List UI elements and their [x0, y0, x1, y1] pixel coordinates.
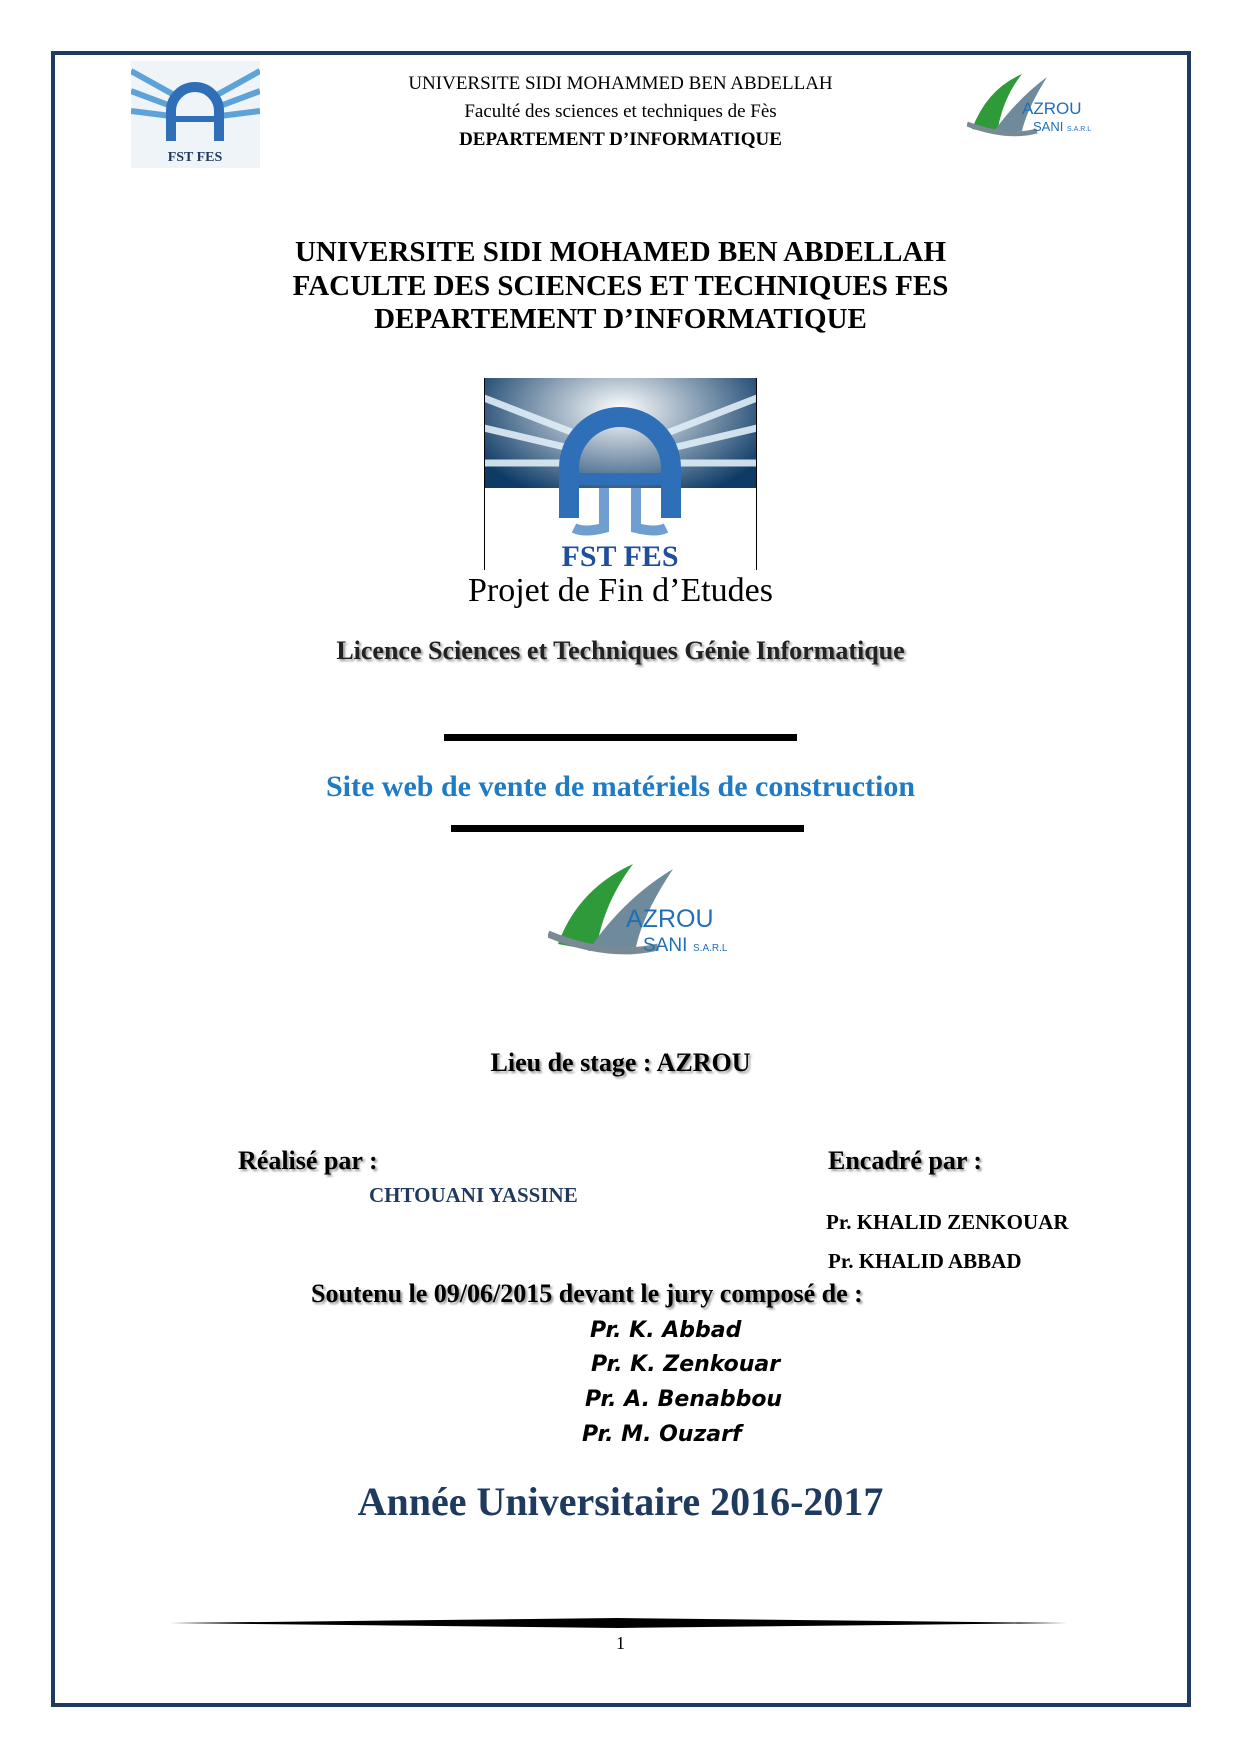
header-university: UNIVERSITE SIDI MOHAMMED BEN ABDELLAH [408, 73, 833, 94]
header-faculty: Faculté des sciences et techniques de Fès [464, 101, 777, 122]
page-number: 1 [616, 1633, 625, 1653]
jury-member: Pr. A. Benabbou [585, 1387, 783, 1412]
fst-fes-main-logo [484, 378, 757, 570]
academic-year: Année Universitaire 2016-2017 [357, 1479, 884, 1524]
jury-member: Pr. K. Abbad [590, 1318, 742, 1343]
title-university: UNIVERSITE SIDI MOHAMED BEN ABDELLAH [294, 236, 946, 268]
svg-text:SANI: SANI [1033, 119, 1064, 134]
title-faculty: FACULTE DES SCIENCES ET TECHNIQUES FES [292, 270, 949, 302]
supervisor-name: Pr. KHALID ZENKOUAR [826, 1210, 1069, 1234]
internship-location: Lieu de stage : AZROU [490, 1048, 751, 1077]
defense-statement: Soutenu le 09/06/2015 devant le jury composé de : [311, 1279, 863, 1308]
svg-text:S.A.R.L: S.A.R.L [693, 943, 728, 954]
project-title: Projet de Fin d’Etudes [467, 572, 774, 609]
svg-text:AZROU: AZROU [626, 905, 714, 933]
svg-text:SANI: SANI [643, 935, 688, 956]
divider-bottom [451, 825, 804, 832]
svg-text:FST FES: FST FES [167, 150, 223, 165]
footer-rule [170, 1618, 1067, 1628]
fst-fes-logo-text: FST FES [561, 540, 679, 570]
svg-text:AZROU: AZROU [1022, 99, 1082, 118]
degree: Licence Sciences et Techniques Génie Informatique [336, 636, 905, 665]
project-subject: Site web de vente de matériels de construction [325, 770, 916, 803]
author-label: Réalisé par : [238, 1146, 378, 1175]
header-department: DEPARTEMENT D’INFORMATIQUE [459, 129, 782, 150]
title-department: DEPARTEMENT D’INFORMATIQUE [374, 303, 867, 335]
divider-top [444, 734, 797, 741]
supervisor-name: Pr. KHALID ABBAD [828, 1249, 1022, 1273]
azrou-sani-main-logo [548, 859, 749, 964]
jury-member: Pr. M. Ouzarf [582, 1422, 742, 1447]
author-name: CHTOUANI YASSINE [369, 1183, 578, 1207]
supervisors-label: Encadré par : [828, 1146, 983, 1175]
jury-member: Pr. K. Zenkouar [591, 1352, 781, 1377]
svg-text:S.A.R.L: S.A.R.L [1067, 126, 1092, 133]
